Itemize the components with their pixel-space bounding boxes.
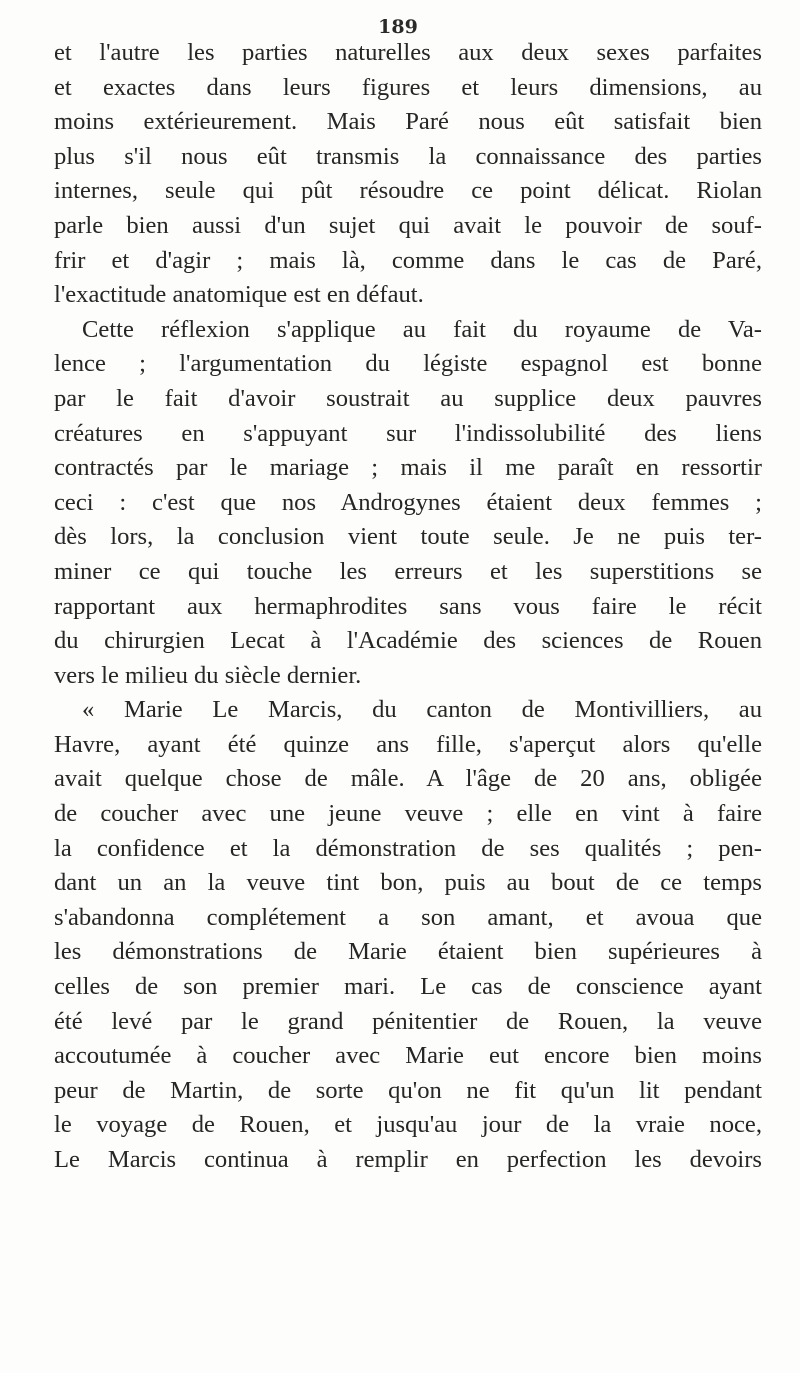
page-number: 189 <box>378 16 418 38</box>
text-line: contractés par le mariage ; mais il me paraît en ressortir <box>54 454 762 482</box>
text-line: par le fait d'avoir soustrait au supplice deux pauvres <box>54 384 762 412</box>
text-line: et exactes dans leurs figures et leurs dimensions, au <box>54 73 762 101</box>
text-line: miner ce qui touche les erreurs et les superstitions se <box>54 557 762 585</box>
text-line: Cette réflexion s'applique au fait du royaume de Va- <box>82 315 762 343</box>
text-line: peur de Martin, de sorte qu'on ne fit qu'un lit pendant <box>54 1076 762 1104</box>
text-line: été levé par le grand pénitentier de Rouen, la veuve <box>54 1007 762 1035</box>
text-line: Havre, ayant été quinze ans fille, s'aperçut alors qu'elle <box>54 730 762 758</box>
text-line: « Marie Le Marcis, du canton de Montivilliers, au <box>82 696 762 724</box>
text-line: parle bien aussi d'un sujet qui avait le pouvoir de souf- <box>54 211 762 239</box>
text-line: lence ; l'argumentation du légiste espagnol est bonne <box>54 350 762 378</box>
text-line: moins extérieurement. Mais Paré nous eût satisfait bien <box>54 108 762 136</box>
text-line: de coucher avec une jeune veuve ; elle en vint à faire <box>54 800 762 828</box>
text-line: la confidence et la démonstration de ses qualités ; pen- <box>54 834 762 862</box>
text-line: rapportant aux hermaphrodites sans vous faire le récit <box>54 592 762 620</box>
text-line: plus s'il nous eût transmis la connaissance des parties <box>54 142 762 170</box>
text-line: avait quelque chose de mâle. A l'âge de 20 ans, obligée <box>54 765 762 793</box>
body-text <box>54 36 762 1178</box>
text-line: accoutumée à coucher avec Marie eut encore bien moins <box>54 1042 762 1070</box>
text-line: frir et d'agir ; mais là, comme dans le cas de Paré, <box>54 246 762 274</box>
text-line: l'exactitude anatomique est en défaut. <box>54 281 424 309</box>
text-line: s'abandonna complétement a son amant, et avoua que <box>54 903 762 931</box>
text-line: créatures en s'appuyant sur l'indissolubilité des liens <box>54 419 762 447</box>
text-line: et l'autre les parties naturelles aux deux sexes parfaites <box>54 39 762 66</box>
text-line: vers le milieu du siècle dernier. <box>54 661 362 689</box>
text-line: Le Marcis continua à remplir en perfection les devoirs <box>54 1146 762 1173</box>
text-line: les démonstrations de Marie étaient bien supérieures à <box>54 938 762 966</box>
text-line: ceci : c'est que nos Androgynes étaient deux femmes ; <box>54 488 762 516</box>
text-line: dant un an la veuve tint bon, puis au bout de ce temps <box>54 869 762 897</box>
text-line: celles de son premier mari. Le cas de conscience ayant <box>54 973 762 1001</box>
text-line: du chirurgien Lecat à l'Académie des sciences de Rouen <box>54 627 762 655</box>
text-line: dès lors, la conclusion vient toute seule. Je ne puis ter- <box>54 523 762 551</box>
text-line: internes, seule qui pût résoudre ce point délicat. Riolan <box>54 177 762 205</box>
text-line: le voyage de Rouen, et jusqu'au jour de la vraie noce, <box>54 1111 762 1139</box>
